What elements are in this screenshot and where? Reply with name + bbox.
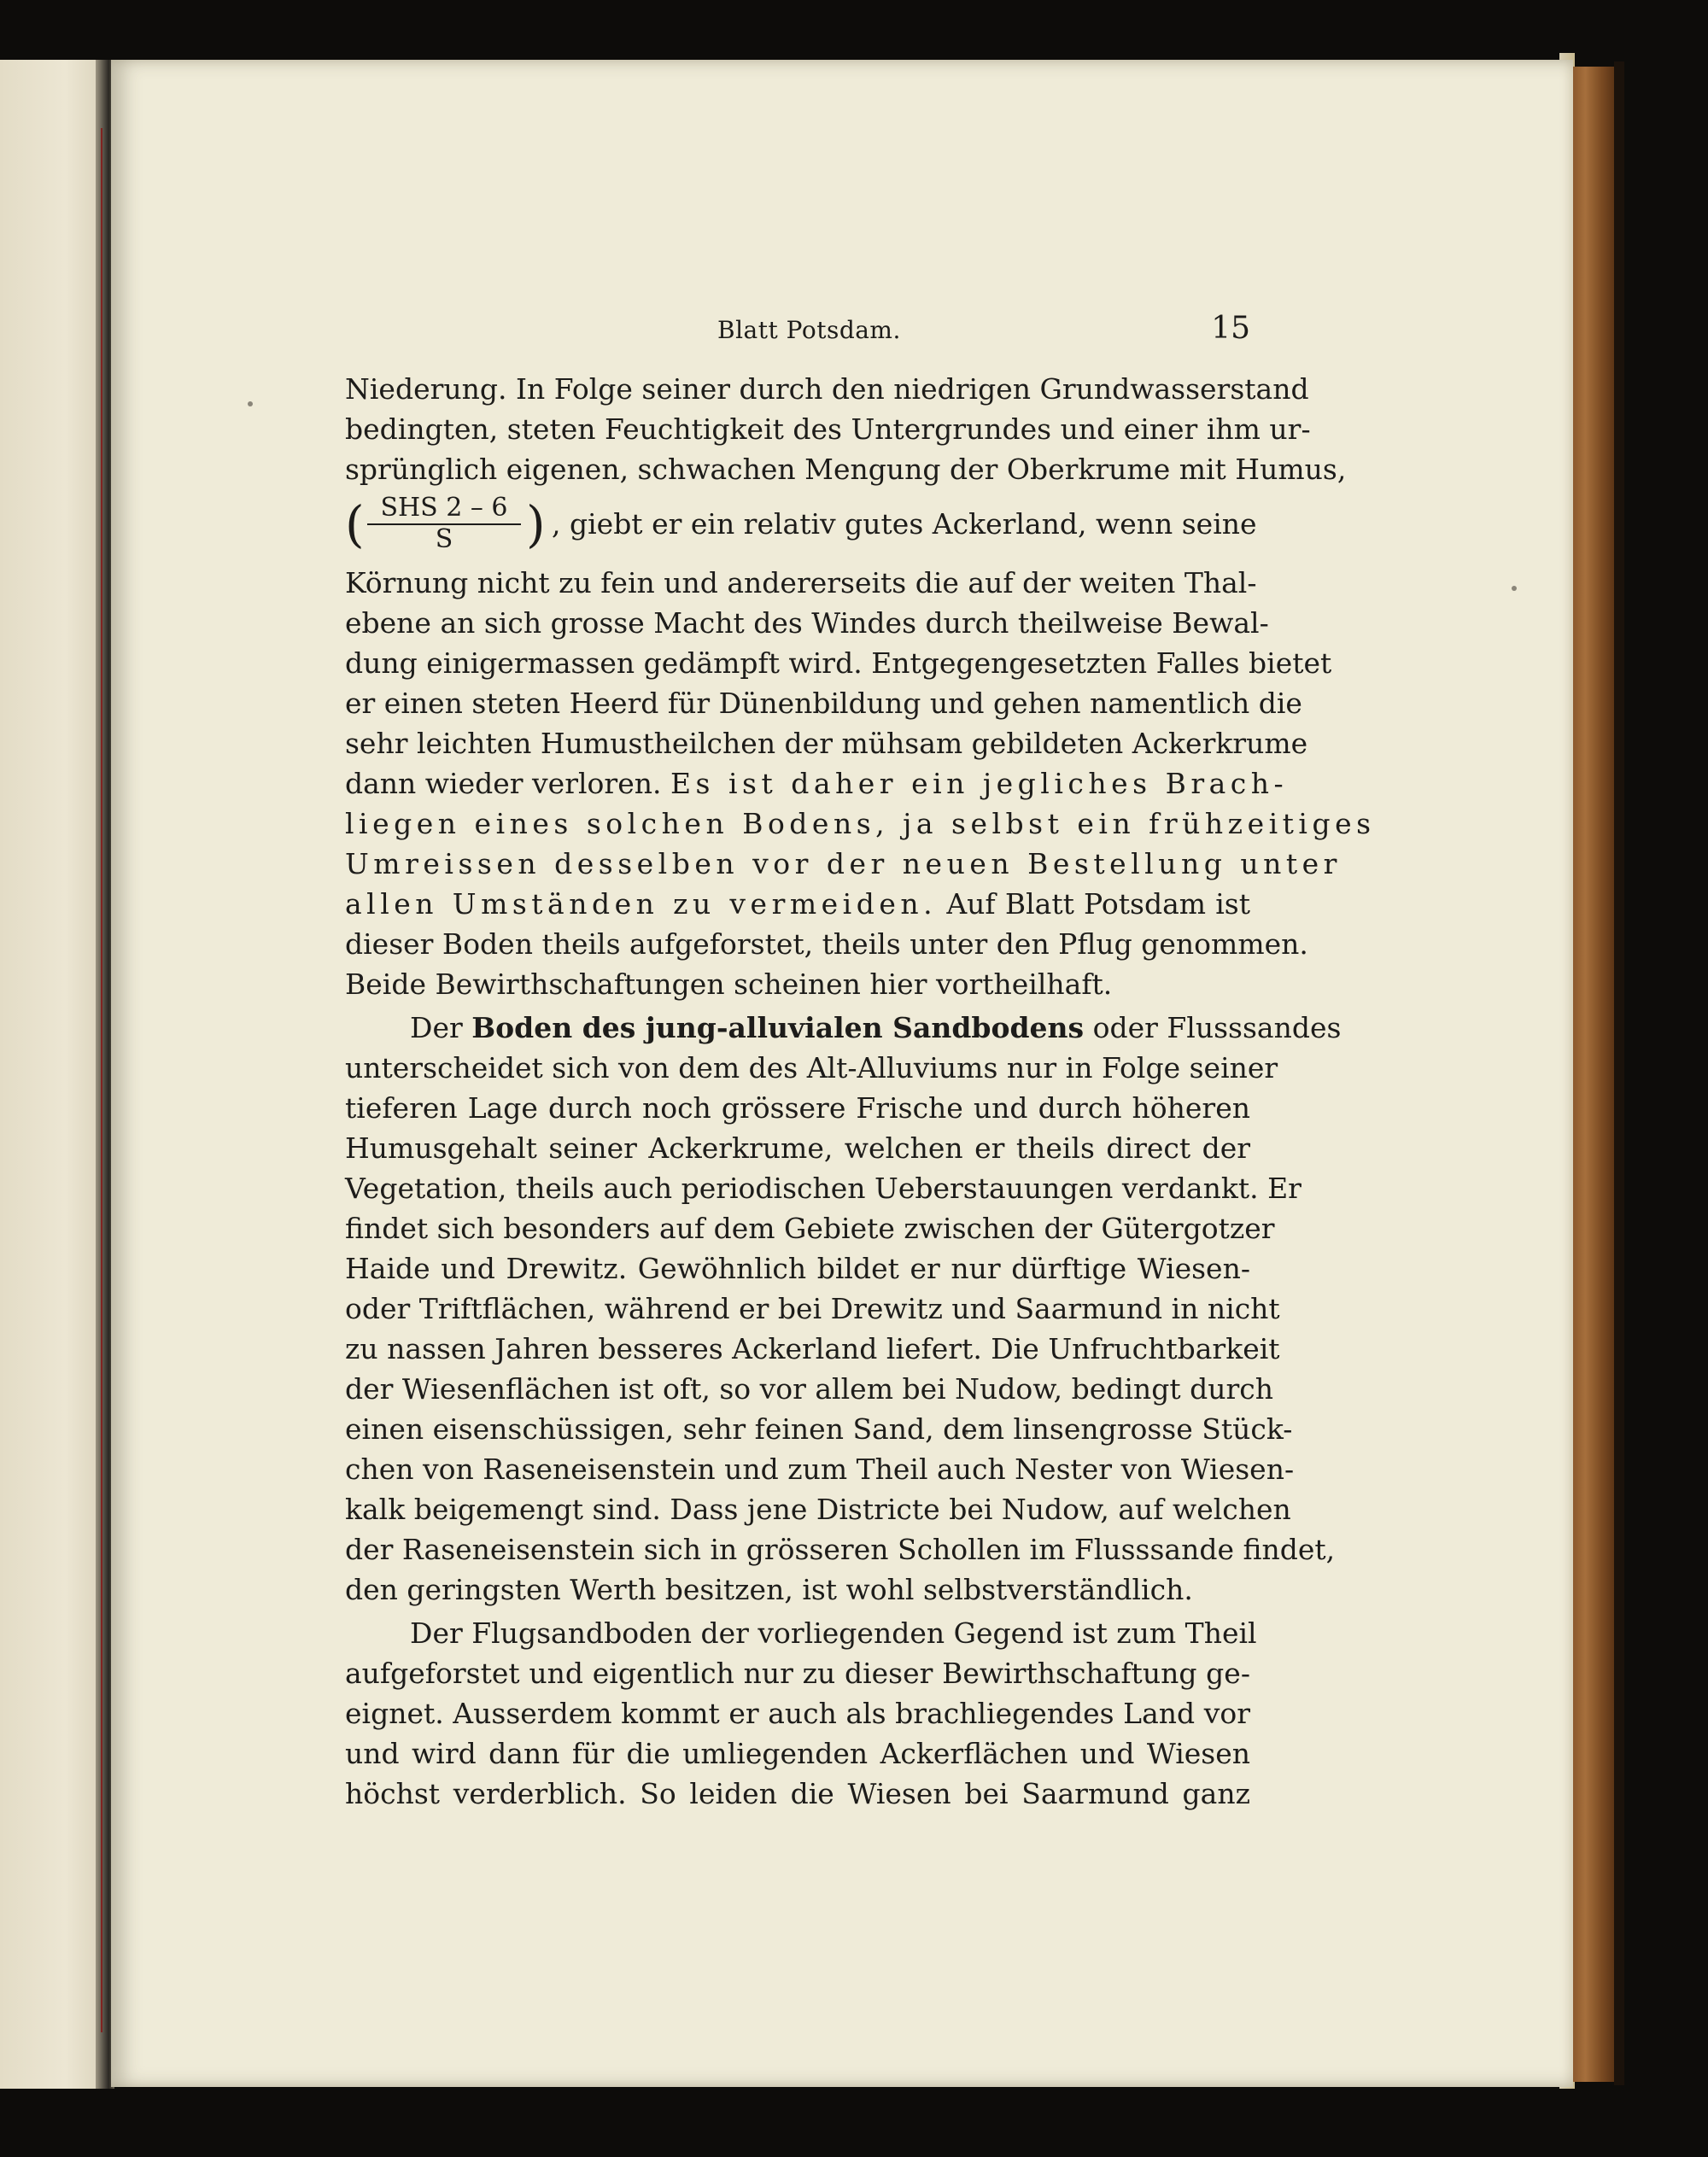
text-segment: dann wieder verloren.: [345, 767, 662, 800]
formula-line: [345, 493, 1257, 556]
text-line: der Raseneisenstein sich in grösseren Schollen im Flusssande findet,: [345, 1533, 1336, 1566]
text-line: Körnung nicht zu fein und andererseits die auf der weiten Thal-: [345, 566, 1257, 599]
formula-denominator: S: [435, 524, 453, 554]
text-line: Humusgehalt seiner Ackerkrume, welchen er theils direct der: [345, 1131, 1250, 1165]
running-header: [345, 313, 1250, 355]
text-line: kalk beigemengt sind. Dass jene Districte bei Nudow, auf welchen: [345, 1493, 1291, 1526]
text-segment: oder Flusssandes: [1092, 1011, 1342, 1044]
text-line: sehr leichten Humustheilchen der mühsam gebildeten Ackerkrume: [345, 727, 1308, 760]
text-line: bedingten, steten Feuchtigkeit des Untergrundes und einer ihm ur-: [345, 412, 1311, 446]
left-page-red-edge: [101, 128, 102, 2032]
text-line: der Wiesenflächen ist oft, so vor allem bei Nudow, bedingt durch: [345, 1372, 1273, 1406]
text-line: aufgeforstet und eigentlich nur zu dieser Bewirthschaftung ge-: [345, 1657, 1250, 1690]
text-line: Vegetation, theils auch periodischen Ueberstauungen verdankt. Er: [345, 1172, 1301, 1205]
text-line: zu nassen Jahren besseres Ackerland liefert. Die Unfruchtbarkeit: [345, 1332, 1280, 1365]
text-line: und wird dann für die umliegenden Ackerflächen und Wiesen: [345, 1737, 1250, 1770]
text-line: ebene an sich grosse Macht des Windes durch theilweise Bewal-: [345, 606, 1269, 640]
text-line: sprünglich eigenen, schwachen Mengung der Oberkrume mit Humus,: [345, 453, 1347, 486]
formula-line-text: , giebt er ein relativ gutes Ackerland, wenn seine: [552, 507, 1257, 541]
text-line: [345, 884, 1250, 924]
book-cover-edge: [1573, 67, 1614, 2082]
text-line: Haide und Drewitz. Gewöhnlich bildet er nur dürftige Wiesen-: [345, 1252, 1250, 1285]
text-segment: Auf Blatt Potsdam ist: [946, 887, 1250, 921]
running-title: Blatt Potsdam.: [717, 316, 901, 344]
text-line: chen von Raseneisenstein und zum Theil auch Nester von Wiesen-: [345, 1453, 1295, 1486]
bold-heading-term: Boden des jung-alluvialen Sandbodens: [471, 1011, 1085, 1044]
soil-formula: [345, 494, 550, 554]
text-line: [345, 763, 1289, 804]
left-page-edge: [0, 60, 109, 2089]
page-speck: [248, 401, 253, 406]
formula-left-paren: (: [345, 495, 365, 553]
text-line: eignet. Ausserdem kommt er auch als brachliegendes Land vor: [345, 1697, 1250, 1730]
text-line: findet sich besonders auf dem Gebiete zwischen der Gütergotzer: [345, 1212, 1275, 1245]
page-body-text: [345, 369, 1376, 1814]
paragraph-start: [345, 1008, 1342, 1048]
text-line: Beide Bewirthschaftungen scheinen hier vortheilhaft.: [345, 967, 1113, 1001]
text-line: er einen steten Heerd für Dünenbildung und gehen namentlich die: [345, 687, 1302, 720]
text-line: Niederung. In Folge seiner durch den niedrigen Grundwasserstand: [345, 372, 1309, 406]
text-segment: Der: [410, 1011, 463, 1044]
spaced-emphasis-line: Umreissen desselben vor der neuen Bestellung unter: [345, 847, 1342, 880]
page-number: 15: [1211, 311, 1250, 346]
spaced-emphasis: Es ist daher ein jegliches Brach-: [670, 767, 1289, 800]
text-line: den geringsten Werth besitzen, ist wohl selbstverständlich.: [345, 1573, 1193, 1606]
spaced-emphasis-line: liegen eines solchen Bodens, ja selbst ein frühzeitiges: [345, 807, 1376, 840]
page-speck: [1512, 586, 1517, 591]
text-line: einen eisenschüssigen, sehr feinen Sand, dem linsengrosse Stück-: [345, 1412, 1293, 1446]
text-line: tieferen Lage durch noch grössere Frische und durch höheren: [345, 1091, 1250, 1125]
text-line: unterscheidet sich von dem des Alt-Alluviums nur in Folge seiner: [345, 1051, 1278, 1084]
text-line: höchst verderblich. So leiden die Wiesen bei Saarmund ganz: [345, 1777, 1250, 1810]
formula-right-paren: ): [526, 495, 546, 553]
spaced-emphasis: allen Umständen zu vermeiden.: [345, 887, 938, 921]
text-line: oder Triftflächen, während er bei Drewitz und Saarmund in nicht: [345, 1292, 1280, 1325]
text-line: dung einigermassen gedämpft wird. Entgegengesetzten Falles bietet: [345, 646, 1332, 680]
paragraph-start: Der Flugsandboden der vorliegenden Gegend ist zum Theil: [410, 1616, 1257, 1650]
formula-numerator: SHS 2 – 6: [380, 493, 508, 523]
book-cover-shadow: [1614, 61, 1624, 2085]
text-line: dieser Boden theils aufgeforstet, theils unter den Pflug genommen.: [345, 927, 1308, 961]
